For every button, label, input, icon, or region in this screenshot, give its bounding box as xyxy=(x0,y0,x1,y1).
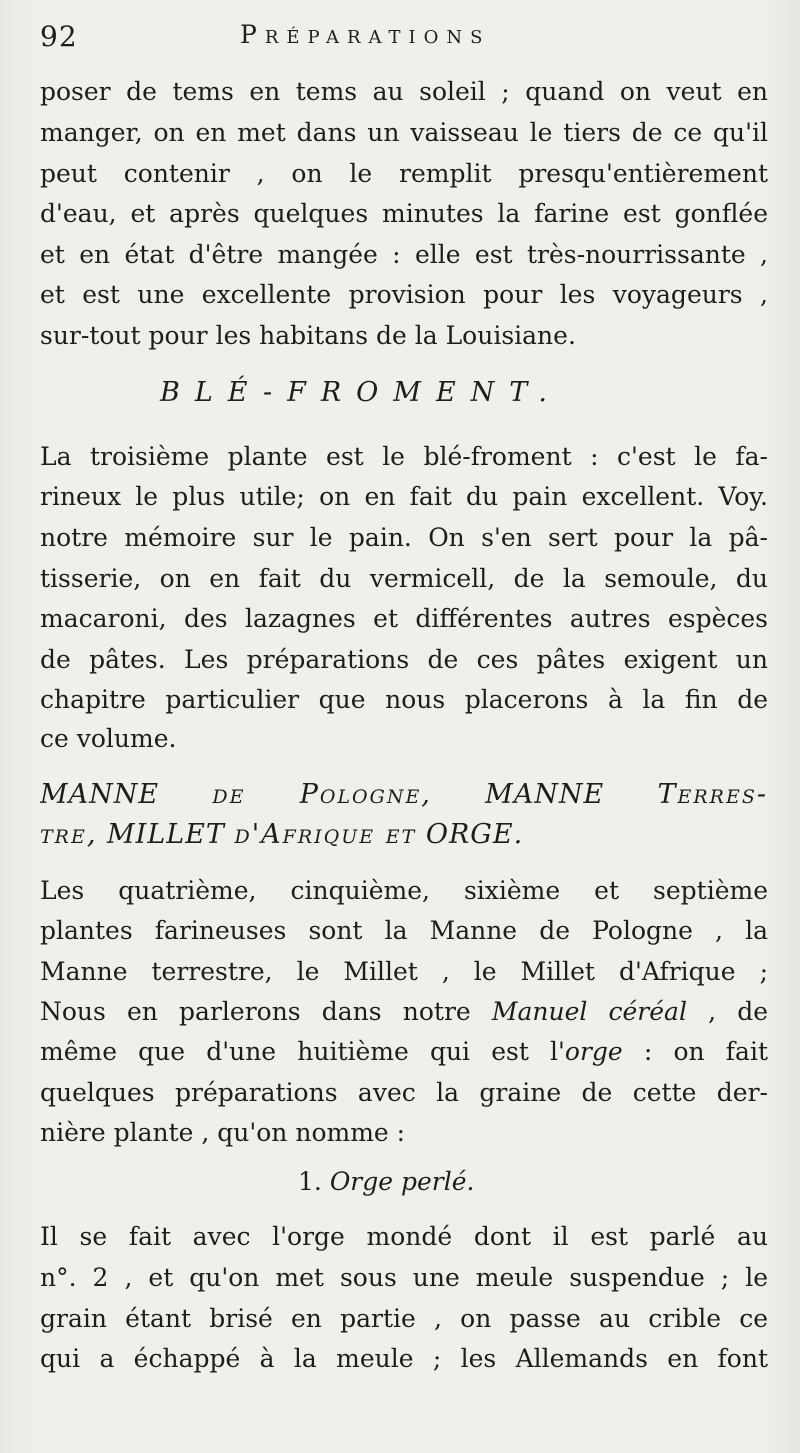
italic-title: Manuel céréal xyxy=(491,997,687,1026)
subsection-number: 1. xyxy=(298,1167,322,1196)
subsection-title: Orge perlé. xyxy=(329,1167,475,1196)
text-line: tisserie, on en fait du vermicell, de la semoule, du xyxy=(40,564,768,593)
heading-small-caps: tre, xyxy=(40,819,98,850)
section-heading-ble-froment: BLÉ-FROMENT. xyxy=(160,377,562,408)
text-segment: : on fait xyxy=(622,1037,768,1066)
text-line: de pâtes. Les préparations de ces pâtes exigent un xyxy=(40,645,768,674)
text-line xyxy=(40,992,768,1032)
text-line: grain étant brisé en partie , on passe au crible ce xyxy=(40,1304,768,1333)
text-line: La troisième plante est le blé-froment : c'est le fa- xyxy=(40,442,768,471)
section-heading-manne-line-2 xyxy=(40,814,768,856)
text-line: poser de tems en tems au soleil ; quand on veut en xyxy=(40,77,768,106)
heading-word: MILLET xyxy=(107,819,225,850)
text-segment: Nous en parlerons dans notre xyxy=(40,997,471,1026)
text-line: et en état d'être mangée : elle est très-nourrissante , xyxy=(40,240,768,269)
heading-small-caps: d'Afrique et xyxy=(234,819,417,850)
text-line: notre mémoire sur le pain. On s'en sert pour la pâ- xyxy=(40,523,768,552)
text-line: manger, on en met dans un vaisseau le tiers de ce qu'il xyxy=(40,118,768,147)
text-line: plantes farineuses sont la Manne de Pologne , la xyxy=(40,916,768,945)
page-number: 92 xyxy=(40,20,78,53)
text-line: nière plante , qu'on nomme : xyxy=(40,1118,406,1147)
running-title: Préparations xyxy=(240,20,491,49)
heading-small-caps: Terres- xyxy=(657,779,768,810)
text-line: macaroni, des lazagnes et différentes autres espèces xyxy=(40,604,768,633)
running-head xyxy=(40,20,770,70)
section-heading-manne-line-1 xyxy=(40,774,768,816)
text-line: Les quatrième, cinquième, sixième et septième xyxy=(40,876,768,905)
text-line: peut contenir , on le remplit presqu'entièrement xyxy=(40,159,768,188)
subsection-heading-orge-perle xyxy=(298,1162,475,1202)
text-segment: même que d'une huitième qui est l' xyxy=(40,1037,565,1066)
text-line xyxy=(40,1032,768,1072)
text-segment: , de xyxy=(708,997,768,1026)
text-line: Manne terrestre, le Millet , le Millet d'Afrique ; xyxy=(40,957,768,986)
text-line: d'eau, et après quelques minutes la farine est gonflée xyxy=(40,199,768,228)
text-line: qui a échappé à la meule ; les Allemands en font xyxy=(40,1344,768,1373)
text-line: n°. 2 , et qu'on met sous une meule suspendue ; le xyxy=(40,1263,768,1292)
text-line: ce volume. xyxy=(40,724,177,753)
italic-term: orge xyxy=(564,1037,623,1066)
text-line: Il se fait avec l'orge mondé dont il est parlé au xyxy=(40,1222,768,1251)
text-line: et est une excellente provision pour les voyageurs , xyxy=(40,280,768,309)
heading-small-caps: de Pologne, xyxy=(212,779,432,810)
text-line: chapitre particulier que nous placerons à la fin de xyxy=(40,685,768,714)
text-line: sur-tout pour les habitans de la Louisiane. xyxy=(40,321,576,350)
heading-word: MANNE xyxy=(485,779,605,810)
text-line: quelques préparations avec la graine de cette der- xyxy=(40,1078,768,1107)
heading-word: ORGE. xyxy=(425,819,524,850)
text-line: rineux le plus utile; on en fait du pain excellent. Voy. xyxy=(40,482,768,511)
heading-word: MANNE xyxy=(40,779,160,810)
